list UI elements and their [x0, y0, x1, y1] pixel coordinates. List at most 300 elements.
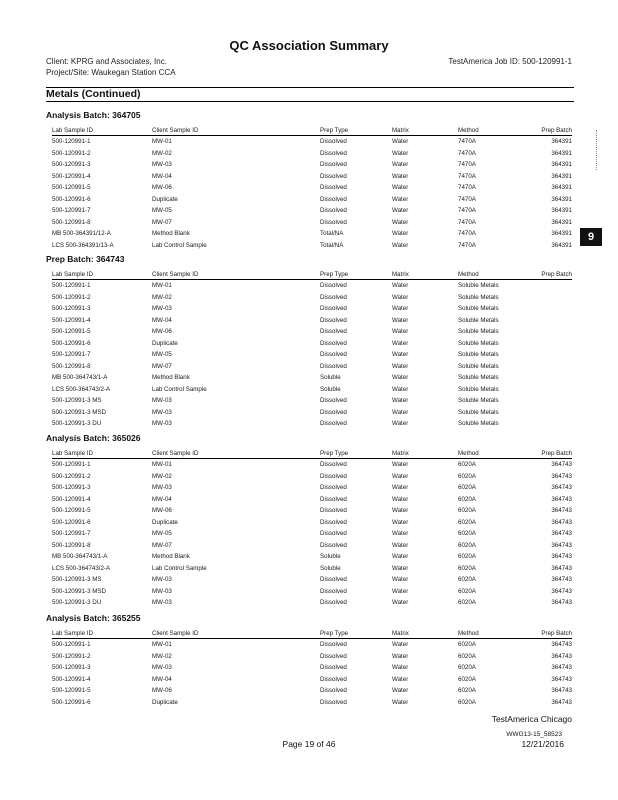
- column-header: Matrix: [392, 628, 458, 639]
- table-cell: Water: [392, 339, 409, 347]
- table-cell: 364391: [551, 161, 572, 168]
- table-cell: 500-120991-7: [52, 530, 91, 537]
- table-cell: Dissolved: [320, 282, 347, 289]
- table-cell: 6020A: [458, 507, 476, 514]
- table-cell: Water: [392, 564, 409, 572]
- table-cell: 500-120991-6: [52, 518, 91, 526]
- table-cell: Water: [392, 461, 409, 468]
- table-cell: 500-120991-3 MS: [52, 397, 102, 404]
- column-header: Prep Batch: [518, 125, 572, 136]
- batch-table: [52, 448, 572, 609]
- table-cell: 364743: [551, 599, 572, 606]
- client-name: Client: KPRG and Associates, Inc.: [46, 57, 167, 66]
- table-cell: 500-120991-1: [52, 461, 91, 468]
- section-top-rule: [46, 87, 574, 88]
- table-cell: 6020A: [458, 664, 476, 671]
- table-row: [52, 639, 572, 651]
- table-cell: [518, 292, 572, 304]
- table-cell: Dissolved: [320, 530, 347, 537]
- table-cell: Water: [392, 293, 409, 301]
- table-cell: Dissolved: [320, 495, 347, 503]
- table-row: [52, 315, 572, 327]
- table-cell: 500-120991-5: [52, 507, 91, 514]
- table-cell: MW-03: [152, 599, 172, 606]
- table-cell: 500-120991-4: [52, 495, 91, 503]
- column-header: Method: [458, 628, 518, 639]
- column-header: Method: [458, 125, 518, 136]
- table-cell: Soluble: [320, 553, 341, 560]
- table-cell: 364743: [551, 664, 572, 671]
- table-cell: Method Blank: [152, 553, 190, 560]
- table-cell: Water: [392, 664, 409, 671]
- table-row: [52, 395, 572, 407]
- table-cell: 500-120991-1: [52, 282, 91, 289]
- table-cell: Water: [392, 305, 409, 312]
- table-cell: 7470A: [458, 138, 476, 145]
- table-row: [52, 384, 572, 396]
- table-row: [52, 407, 572, 419]
- table-cell: Soluble Metals: [458, 316, 499, 324]
- table-cell: 7470A: [458, 195, 476, 203]
- column-header: Prep Batch: [518, 448, 572, 459]
- batch-table: [52, 125, 572, 251]
- table-cell: Water: [392, 218, 409, 226]
- column-header: Matrix: [392, 448, 458, 459]
- table-cell: 6020A: [458, 461, 476, 468]
- table-cell: Water: [392, 408, 409, 416]
- table-cell: Dissolved: [320, 652, 347, 660]
- table-cell: 364391: [551, 207, 572, 214]
- table-cell: MW-03: [152, 664, 172, 671]
- footer-lab-name: TestAmerica Chicago: [491, 714, 572, 724]
- table-cell: 7470A: [458, 184, 476, 191]
- table-cell: 6020A: [458, 484, 476, 491]
- table-cell: Water: [392, 374, 409, 381]
- table-cell: MW-03: [152, 484, 172, 491]
- table-cell: 364743: [551, 541, 572, 549]
- table-cell: Soluble Metals: [458, 339, 499, 347]
- table-cell: 500-120991-3 DU: [52, 599, 102, 606]
- table-cell: MW-03: [152, 397, 172, 404]
- table-cell: Dissolved: [320, 397, 347, 404]
- table-cell: Soluble Metals: [458, 293, 499, 301]
- table-cell: 364743: [551, 675, 572, 683]
- table-cell: Water: [392, 507, 409, 514]
- table-cell: 364743: [551, 530, 572, 537]
- table-cell: Method Blank: [152, 374, 190, 381]
- table-cell: Water: [392, 207, 409, 214]
- table-cell: Water: [392, 541, 409, 549]
- table-header-row: [52, 269, 572, 280]
- table-cell: 364743: [551, 553, 572, 560]
- table-cell: 500-120991-8: [52, 218, 91, 226]
- table-cell: 500-120991-3: [52, 664, 91, 671]
- table-cell: Dissolved: [320, 207, 347, 214]
- table-row: [52, 338, 572, 350]
- column-header: Client Sample ID: [152, 125, 320, 136]
- table-cell: Soluble: [320, 385, 341, 393]
- table-row: [52, 540, 572, 552]
- batch-table: [52, 628, 572, 708]
- table-cell: 500-120991-2: [52, 472, 91, 480]
- table-cell: 364391: [551, 241, 572, 249]
- table-row: [52, 148, 572, 160]
- table-cell: 7470A: [458, 207, 476, 214]
- table-cell: Dissolved: [320, 293, 347, 301]
- table-cell: Dissolved: [320, 351, 347, 358]
- table-cell: MW-03: [152, 305, 172, 312]
- table-cell: Dissolved: [320, 316, 347, 324]
- table-cell: Water: [392, 687, 409, 694]
- table-cell: 6020A: [458, 472, 476, 480]
- table-cell: MB 500-364391/12-A: [52, 230, 111, 237]
- table-cell: MW-07: [152, 541, 172, 549]
- column-header: Prep Batch: [518, 628, 572, 639]
- column-header: Lab Sample ID: [52, 448, 152, 459]
- table-cell: 500-120991-6: [52, 195, 91, 203]
- column-header: Prep Type: [320, 269, 392, 280]
- table-row: [52, 303, 572, 315]
- table-cell: Dissolved: [320, 339, 347, 347]
- table-cell: 364743: [551, 518, 572, 526]
- table-cell: Duplicate: [152, 518, 178, 526]
- table-cell: MW-02: [152, 149, 172, 157]
- table-cell: 500-120991-5: [52, 328, 91, 335]
- table-row: [52, 349, 572, 361]
- column-header: Client Sample ID: [152, 269, 320, 280]
- table-cell: Dissolved: [320, 541, 347, 549]
- column-header: Lab Sample ID: [52, 628, 152, 639]
- table-cell: Soluble Metals: [458, 351, 499, 358]
- table-cell: Soluble Metals: [458, 420, 499, 427]
- table-cell: 364743: [551, 652, 572, 660]
- table-cell: 500-120991-1: [52, 641, 91, 648]
- section-title: Metals (Continued): [46, 88, 141, 100]
- table-cell: LCS 500-364743/2-A: [52, 385, 111, 393]
- table-cell: Water: [392, 698, 409, 706]
- table-cell: [518, 315, 572, 327]
- table-cell: 6020A: [458, 564, 476, 572]
- column-header: Client Sample ID: [152, 448, 320, 459]
- table-cell: Water: [392, 587, 409, 595]
- table-cell: Dissolved: [320, 328, 347, 335]
- table-cell: 7470A: [458, 230, 476, 237]
- project-site: Project/Site: Waukegan Station CCA: [46, 68, 176, 77]
- table-cell: Dissolved: [320, 461, 347, 468]
- table-cell: Water: [392, 195, 409, 203]
- column-header: Lab Sample ID: [52, 269, 152, 280]
- table-cell: 6020A: [458, 576, 476, 583]
- table-row: [52, 505, 572, 517]
- table-row: [52, 685, 572, 697]
- table-cell: 7470A: [458, 241, 476, 249]
- table-cell: 364743: [551, 484, 572, 491]
- table-cell: 500-120991-3 DU: [52, 420, 102, 427]
- table-cell: Soluble Metals: [458, 362, 499, 370]
- table-cell: Lab Control Sample: [152, 385, 207, 393]
- table-cell: MW-03: [152, 576, 172, 583]
- batch-title: Analysis Batch: 365255: [46, 613, 141, 623]
- table-cell: Water: [392, 599, 409, 606]
- table-cell: 500-120991-5: [52, 184, 91, 191]
- column-header: Matrix: [392, 269, 458, 280]
- table-cell: Water: [392, 161, 409, 168]
- table-cell: Water: [392, 351, 409, 358]
- table-cell: 364743: [551, 641, 572, 648]
- table-cell: Water: [392, 484, 409, 491]
- table-cell: MW-03: [152, 587, 172, 595]
- table-cell: Soluble Metals: [458, 408, 499, 416]
- footer-page-number: Page 19 of 46: [282, 739, 336, 749]
- table-cell: Dissolved: [320, 362, 347, 370]
- column-header: Client Sample ID: [152, 628, 320, 639]
- table-cell: Soluble Metals: [458, 328, 499, 335]
- table-cell: MW-02: [152, 293, 172, 301]
- table-row: [52, 205, 572, 217]
- table-row: [52, 494, 572, 506]
- table-row: [52, 280, 572, 292]
- table-cell: 500-120991-3 MS: [52, 576, 102, 583]
- table-row: [52, 217, 572, 229]
- batch-table: [52, 269, 572, 430]
- table-cell: Dissolved: [320, 507, 347, 514]
- table-cell: Water: [392, 518, 409, 526]
- table-cell: 7470A: [458, 149, 476, 157]
- table-cell: [518, 326, 572, 338]
- table-cell: MW-07: [152, 218, 172, 226]
- table-cell: 6020A: [458, 652, 476, 660]
- table-cell: Dissolved: [320, 576, 347, 583]
- table-cell: 500-120991-6: [52, 698, 91, 706]
- table-cell: Water: [392, 282, 409, 289]
- table-cell: Water: [392, 230, 409, 237]
- table-cell: Lab Control Sample: [152, 564, 207, 572]
- table-cell: Dissolved: [320, 161, 347, 168]
- table-cell: MW-03: [152, 408, 172, 416]
- table-cell: Water: [392, 138, 409, 145]
- column-header: Lab Sample ID: [52, 125, 152, 136]
- table-cell: 364391: [551, 172, 572, 180]
- table-cell: MW-04: [152, 675, 172, 683]
- table-cell: [518, 349, 572, 361]
- table-row: [52, 597, 572, 609]
- table-cell: [518, 395, 572, 407]
- table-cell: MW-06: [152, 184, 172, 191]
- table-cell: 500-120991-2: [52, 652, 91, 660]
- table-cell: Soluble Metals: [458, 305, 499, 312]
- table-cell: 364743: [551, 495, 572, 503]
- table-cell: 7470A: [458, 161, 476, 168]
- table-header-row: [52, 448, 572, 459]
- table-cell: Dissolved: [320, 698, 347, 706]
- table-cell: Water: [392, 641, 409, 648]
- column-header: Prep Batch: [518, 269, 572, 280]
- table-cell: LCS 500-364743/2-A: [52, 564, 111, 572]
- table-cell: MB 500-364743/1-A: [52, 553, 108, 560]
- table-cell: 500-120991-8: [52, 362, 91, 370]
- table-cell: Dissolved: [320, 518, 347, 526]
- table-cell: Water: [392, 184, 409, 191]
- table-cell: MW-04: [152, 316, 172, 324]
- table-cell: Total/NA: [320, 230, 344, 237]
- table-row: [52, 194, 572, 206]
- table-cell: 6020A: [458, 518, 476, 526]
- table-cell: Dissolved: [320, 675, 347, 683]
- table-cell: Dissolved: [320, 484, 347, 491]
- table-cell: Water: [392, 385, 409, 393]
- table-cell: [518, 407, 572, 419]
- table-cell: Dissolved: [320, 420, 347, 427]
- table-cell: Water: [392, 472, 409, 480]
- table-cell: [518, 280, 572, 292]
- table-row: [52, 528, 572, 540]
- table-cell: 364743: [551, 461, 572, 468]
- table-cell: Water: [392, 495, 409, 503]
- table-cell: Dissolved: [320, 172, 347, 180]
- table-row: [52, 136, 572, 148]
- table-row: [52, 551, 572, 563]
- table-cell: 364743: [551, 587, 572, 595]
- table-row: [52, 326, 572, 338]
- column-header: Method: [458, 448, 518, 459]
- table-cell: Water: [392, 420, 409, 427]
- table-cell: 500-120991-3 MSD: [52, 587, 107, 595]
- table-cell: [518, 372, 572, 384]
- table-cell: MW-06: [152, 687, 172, 694]
- table-cell: Water: [392, 675, 409, 683]
- table-cell: [518, 361, 572, 373]
- table-cell: Duplicate: [152, 339, 178, 347]
- table-cell: LCS 500-364391/13-A: [52, 241, 114, 249]
- table-cell: Water: [392, 553, 409, 560]
- table-row: [52, 361, 572, 373]
- table-cell: Water: [392, 241, 409, 249]
- table-cell: Total/NA: [320, 241, 344, 249]
- footer-doc-id: WWG13-15_58523: [506, 731, 562, 738]
- table-row: [52, 674, 572, 686]
- table-cell: Dissolved: [320, 218, 347, 226]
- table-cell: MW-05: [152, 351, 172, 358]
- table-cell: Water: [392, 149, 409, 157]
- table-cell: Dissolved: [320, 195, 347, 203]
- table-cell: [518, 303, 572, 315]
- table-cell: Duplicate: [152, 698, 178, 706]
- job-id: TestAmerica Job ID: 500-120991-1: [448, 57, 572, 66]
- table-row: [52, 372, 572, 384]
- table-cell: Soluble: [320, 374, 341, 381]
- table-cell: Water: [392, 530, 409, 537]
- table-cell: 7470A: [458, 218, 476, 226]
- table-cell: MW-01: [152, 282, 172, 289]
- table-header-row: [52, 125, 572, 136]
- table-cell: 500-120991-3 MSD: [52, 408, 107, 416]
- table-cell: MW-05: [152, 530, 172, 537]
- table-cell: Dissolved: [320, 641, 347, 648]
- table-cell: 6020A: [458, 587, 476, 595]
- table-cell: Water: [392, 316, 409, 324]
- table-cell: 364391: [551, 184, 572, 191]
- table-cell: 364391: [551, 138, 572, 145]
- table-cell: 500-120991-3: [52, 161, 91, 168]
- table-row: [52, 159, 572, 171]
- table-cell: MW-01: [152, 138, 172, 145]
- table-cell: 500-120991-1: [52, 138, 91, 145]
- table-cell: 364391: [551, 149, 572, 157]
- table-cell: Dissolved: [320, 149, 347, 157]
- table-cell: 6020A: [458, 641, 476, 648]
- batch-title: Analysis Batch: 364705: [46, 110, 141, 120]
- table-row: [52, 517, 572, 529]
- table-row: [52, 240, 572, 252]
- table-cell: 6020A: [458, 599, 476, 606]
- table-cell: Method Blank: [152, 230, 190, 237]
- table-row: [52, 574, 572, 586]
- table-cell: MW-05: [152, 207, 172, 214]
- table-cell: MW-04: [152, 172, 172, 180]
- column-header: Prep Type: [320, 125, 392, 136]
- table-cell: MW-04: [152, 495, 172, 503]
- column-header: Prep Type: [320, 448, 392, 459]
- table-cell: Dissolved: [320, 408, 347, 416]
- table-cell: Soluble Metals: [458, 397, 499, 404]
- table-cell: 6020A: [458, 541, 476, 549]
- table-cell: MW-06: [152, 507, 172, 514]
- table-cell: Water: [392, 576, 409, 583]
- table-cell: Dissolved: [320, 138, 347, 145]
- table-cell: Dissolved: [320, 687, 347, 694]
- table-cell: Dissolved: [320, 664, 347, 671]
- table-cell: MW-03: [152, 161, 172, 168]
- column-header: Matrix: [392, 125, 458, 136]
- table-cell: [518, 384, 572, 396]
- column-header: Method: [458, 269, 518, 280]
- table-cell: 364743: [551, 698, 572, 706]
- table-cell: Soluble: [320, 564, 341, 572]
- table-row: [52, 586, 572, 598]
- table-row: [52, 563, 572, 575]
- table-cell: MW-06: [152, 328, 172, 335]
- table-cell: 7470A: [458, 172, 476, 180]
- table-cell: 500-120991-6: [52, 339, 91, 347]
- table-cell: Dissolved: [320, 305, 347, 312]
- table-row: [52, 459, 572, 471]
- table-cell: 500-120991-4: [52, 675, 91, 683]
- table-cell: [518, 338, 572, 350]
- table-cell: MW-02: [152, 472, 172, 480]
- table-cell: 6020A: [458, 675, 476, 683]
- table-cell: 364743: [551, 687, 572, 694]
- table-cell: Soluble Metals: [458, 282, 499, 289]
- table-cell: 364743: [551, 564, 572, 572]
- table-cell: MW-02: [152, 652, 172, 660]
- table-cell: 500-120991-2: [52, 293, 91, 301]
- table-cell: Water: [392, 652, 409, 660]
- table-row: [52, 228, 572, 240]
- table-cell: Dissolved: [320, 587, 347, 595]
- table-cell: 500-120991-4: [52, 172, 91, 180]
- table-cell: 500-120991-2: [52, 149, 91, 157]
- table-cell: 500-120991-7: [52, 351, 91, 358]
- table-cell: 500-120991-8: [52, 541, 91, 549]
- table-cell: Soluble Metals: [458, 385, 499, 393]
- table-header-row: [52, 628, 572, 639]
- table-row: [52, 471, 572, 483]
- table-row: [52, 292, 572, 304]
- table-cell: MW-01: [152, 641, 172, 648]
- table-cell: Water: [392, 328, 409, 335]
- table-cell: Dissolved: [320, 472, 347, 480]
- table-cell: MW-03: [152, 420, 172, 427]
